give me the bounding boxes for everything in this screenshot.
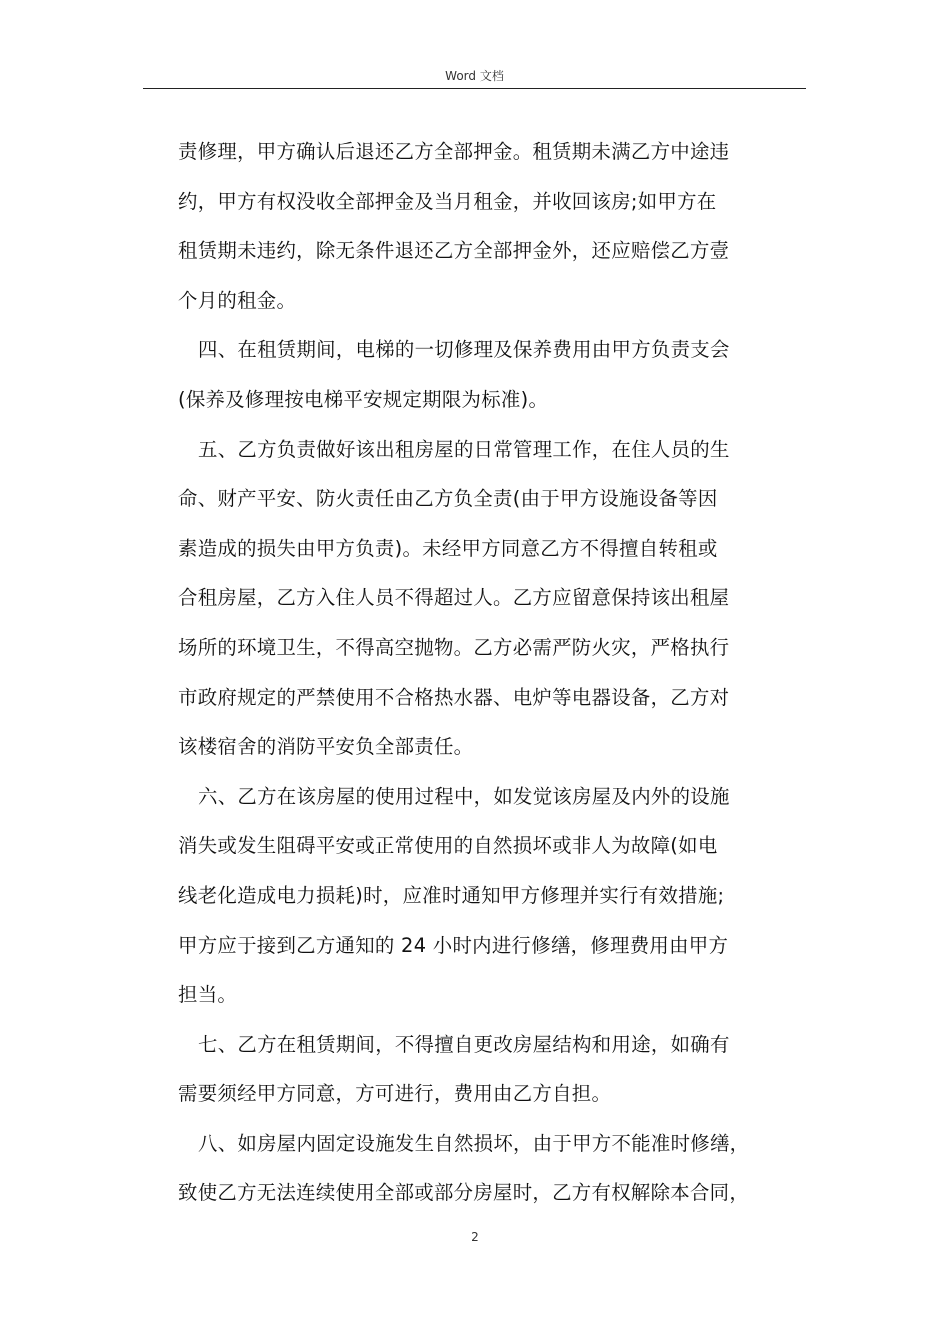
text-line: 七、乙方在租赁期间，不得擅自更改房屋结构和用途，如确有 — [198, 1032, 730, 1056]
page-header — [143, 66, 806, 89]
text-line: 合租房屋，乙方入住人员不得超过人。乙方应留意保持该出租屋 — [178, 586, 730, 610]
text-line: 五、乙方负责做好该出租房屋的日常管理工作，在住人员的生 — [198, 437, 730, 461]
text-line: 命、财产平安、防火责任由乙方负全责(由于甲方设施设备等因 — [178, 487, 718, 511]
text-line: 个月的租金。 — [178, 288, 297, 312]
page-number: 2 — [471, 1230, 479, 1244]
text-line: 致使乙方无法连续使用全部或部分房屋时，乙方有权解除本合同， — [178, 1181, 750, 1205]
text-line: 线老化造成电力损耗)时，应准时通知甲方修理并实行有效措施; — [178, 883, 725, 907]
text-line: 四、在租赁期间，电梯的一切修理及保养费用由甲方负责支会 — [198, 338, 730, 362]
text-line: 六、乙方在该房屋的使用过程中，如发觉该房屋及内外的设施 — [198, 784, 730, 808]
text-line: 租赁期未违约，除无条件退还乙方全部押金外，还应赔偿乙方壹 — [178, 239, 730, 263]
text-line: 需要须经甲方同意，方可进行，费用由乙方自担。 — [178, 1082, 612, 1106]
text-line: 消失或发生阻碍平安或正常使用的自然损坏或非人为故障(如电 — [178, 834, 718, 858]
header-title: Word 文档 — [445, 69, 504, 83]
text-line: 担当。 — [178, 983, 238, 1007]
text-line: 约，甲方有权没收全部押金及当月租金，并收回该房;如甲方在 — [178, 189, 717, 213]
text-line: 素造成的损失由甲方负责)。未经甲方同意乙方不得擅自转租或 — [178, 536, 718, 560]
text-line: 市政府规定的严禁使用不合格热水器、电炉等电器设备，乙方对 — [178, 685, 730, 709]
document-body — [178, 127, 814, 1218]
text-line: 该楼宿舍的消防平安负全部责任。 — [178, 735, 474, 759]
text-line: 场所的环境卫生，不得高空抛物。乙方必需严防火灾，严格执行 — [178, 635, 730, 659]
text-line: 甲方应于接到乙方通知的 24 小时内进行修缮，修理费用由甲方 — [178, 933, 729, 957]
text-line: 责修理，甲方确认后退还乙方全部押金。租赁期未满乙方中途违 — [178, 140, 730, 163]
text-line: 八、如房屋内固定设施发生自然损坏，由于甲方不能准时修缮， — [198, 1131, 750, 1155]
text-line: (保养及修理按电梯平安规定期限为标准)。 — [178, 387, 549, 411]
